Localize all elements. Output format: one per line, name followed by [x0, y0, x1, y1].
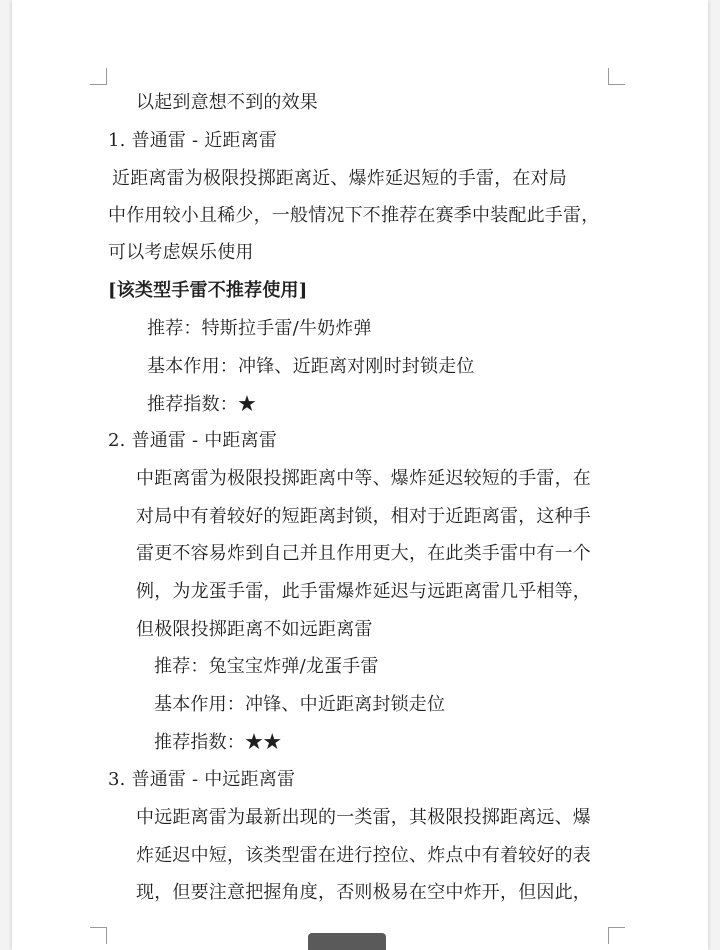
text-line: 中远距离雷为最新出现的一类雷，其极限投掷距离远、爆 — [136, 807, 591, 828]
text-line: 中作用较小且稀少，一般情况下不推荐在赛季中装配此手雷， — [108, 205, 600, 226]
basic-usage-line: 基本作用：冲锋、中近距离封锁走位 — [154, 694, 446, 715]
text-line: 例，为龙蛋手雷，此手雷爆炸延迟与远距离雷几乎相等， — [136, 581, 591, 602]
page-number-indicator[interactable] — [308, 933, 386, 950]
text-line: 以起到意想不到的效果 — [136, 92, 318, 113]
recommend-line: 推荐：兔宝宝炸弹/龙蛋手雷 — [154, 656, 379, 677]
text-line: 对局中有着较好的短距离封锁，相对于近距离雷，这种手 — [136, 506, 591, 527]
section-heading: 1. 普通雷 - 近距离雷 — [108, 130, 278, 151]
text-line: 炸延迟中短，该类型雷在进行控位、炸点中有着较好的表 — [136, 845, 591, 866]
basic-usage-line: 基本作用：冲锋、近距离对刚时封锁走位 — [147, 356, 475, 377]
crop-mark-top-left — [90, 68, 107, 85]
text-line: 雷更不容易炸到自己并且作用更大，在此类手雷中有一个 — [136, 543, 591, 564]
rating-line: 推荐指数：★★ — [154, 732, 282, 753]
recommend-line: 推荐：特斯拉手雷/牛奶炸弹 — [147, 318, 372, 339]
text-line: 中距离雷为极限投掷距离中等、爆炸延迟较短的手雷，在 — [136, 468, 591, 489]
crop-mark-bottom-left — [90, 927, 107, 944]
rating-line: 推荐指数：★ — [147, 394, 257, 415]
crop-mark-top-right — [608, 68, 625, 85]
text-line: 但极限投掷距离不如远距离雷 — [136, 619, 373, 640]
document-page — [12, 0, 708, 950]
warning-note: [该类型手雷不推荐使用] — [108, 280, 308, 301]
text-line: 近距离雷为极限投掷距离近、爆炸延迟短的手雷，在对局 — [112, 168, 567, 189]
section-heading: 2. 普通雷 - 中距离雷 — [108, 430, 278, 451]
crop-mark-bottom-right — [608, 927, 625, 944]
text-line: 可以考虑娱乐使用 — [108, 242, 254, 263]
section-heading: 3. 普通雷 - 中远距离雷 — [108, 769, 296, 790]
text-line: 现，但要注意把握角度，否则极易在空中炸开，但因此， — [136, 882, 591, 903]
